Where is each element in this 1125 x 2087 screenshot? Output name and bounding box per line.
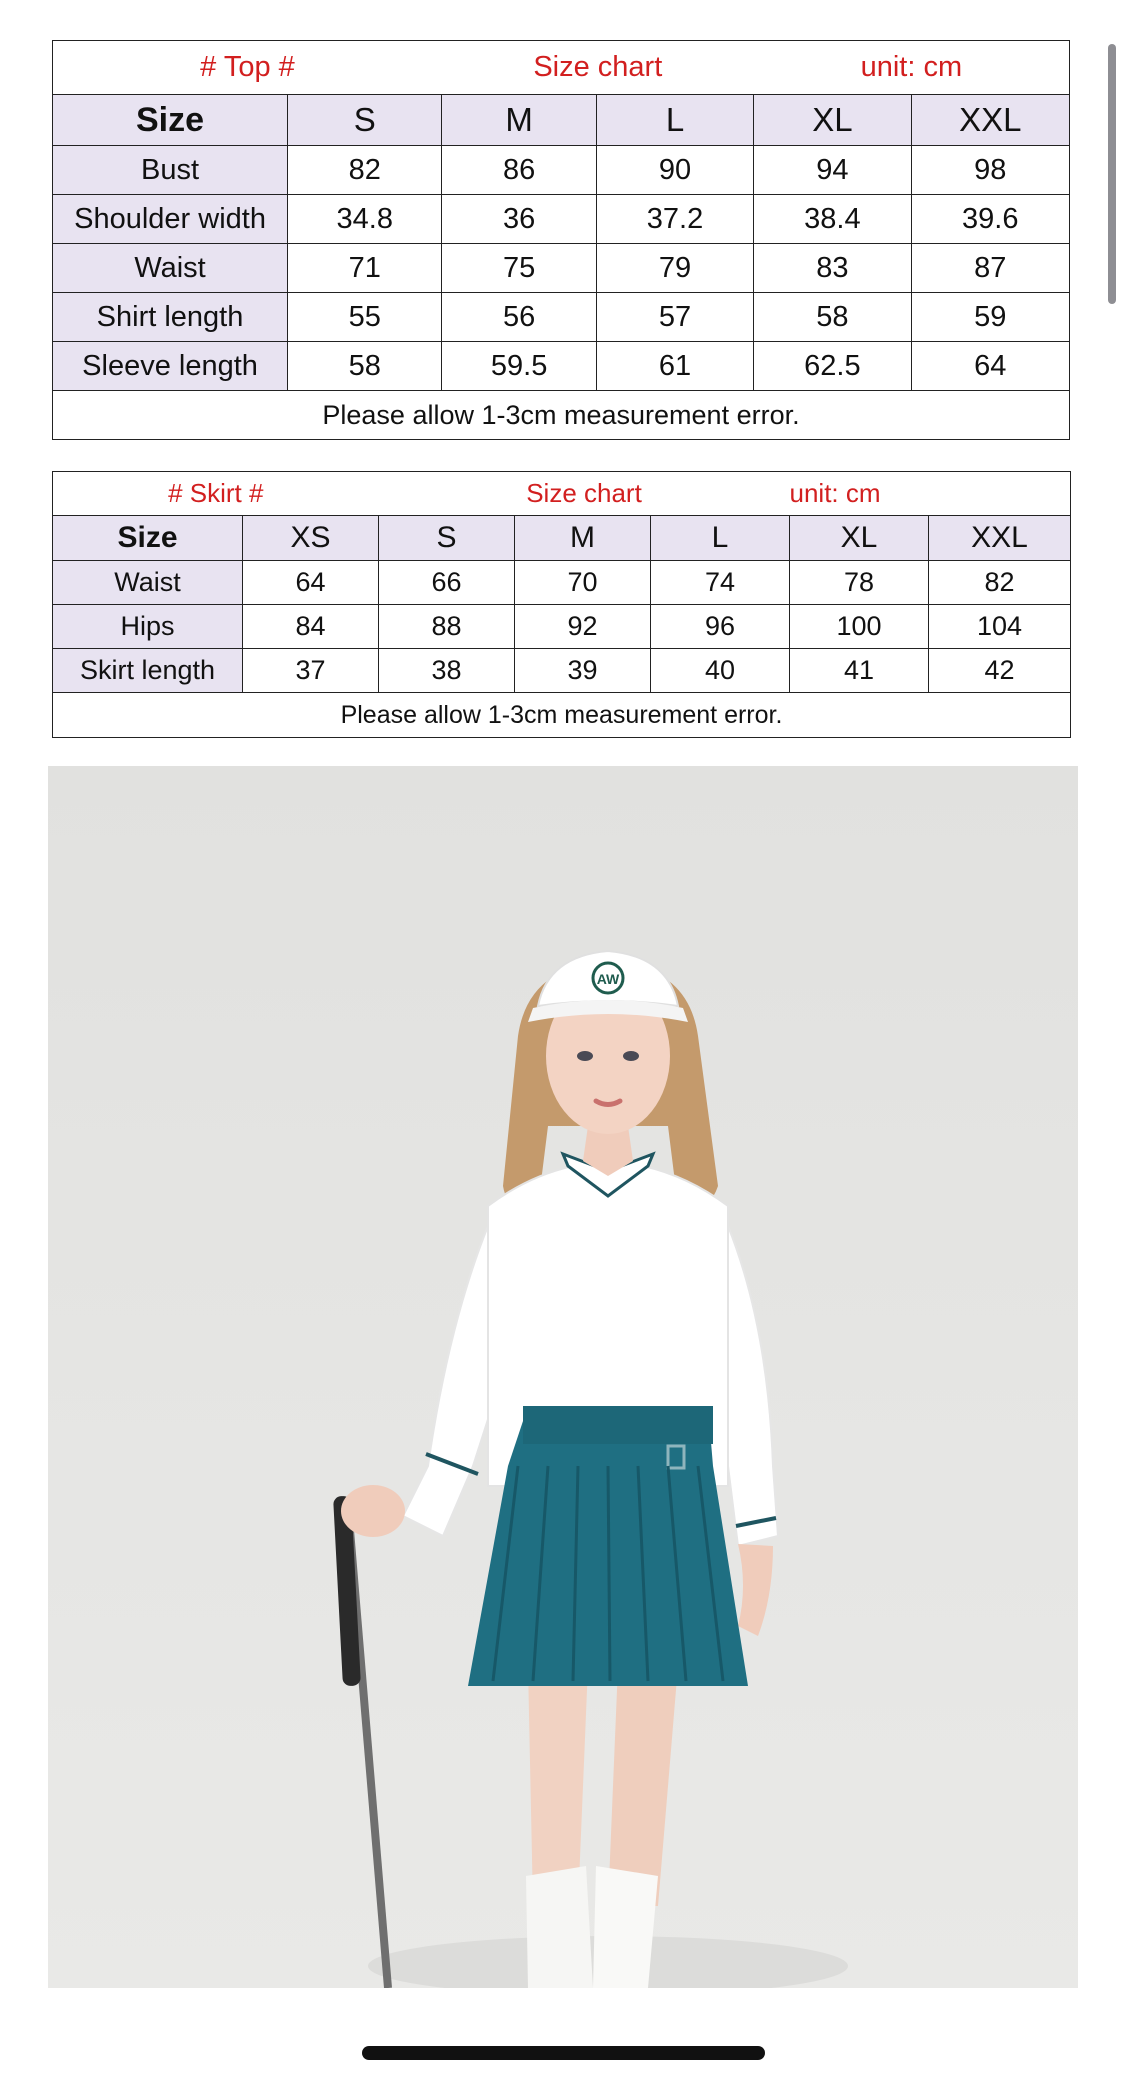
skirt-chart-note-row — [53, 693, 1071, 738]
table-cell: 66 — [379, 561, 515, 605]
top-chart-label: Size chart — [442, 41, 754, 95]
table-cell: 59.5 — [442, 342, 596, 391]
table-cell: 78 — [790, 561, 929, 605]
table-cell: 74 — [651, 561, 790, 605]
right-sock — [593, 1866, 658, 1988]
table-cell: 64 — [243, 561, 379, 605]
column-header: S — [379, 516, 515, 561]
column-header: L — [651, 516, 790, 561]
table-row — [53, 605, 1071, 649]
table-cell: 98 — [911, 146, 1069, 195]
skirt-chart-unit: unit: cm — [790, 472, 1071, 516]
home-indicator[interactable] — [362, 2046, 765, 2060]
left-sock — [526, 1866, 593, 1988]
table-cell: 90 — [596, 146, 753, 195]
table-cell: 36 — [442, 195, 596, 244]
top-chart-header-row — [53, 95, 1070, 146]
table-cell: 100 — [790, 605, 929, 649]
table-row — [53, 342, 1070, 391]
top-chart-title-row — [53, 41, 1070, 95]
table-cell: 39 — [515, 649, 651, 693]
table-cell: 83 — [754, 244, 911, 293]
table-cell: 59 — [911, 293, 1069, 342]
row-label: Waist — [53, 244, 288, 293]
table-row — [53, 649, 1071, 693]
top-chart-title: # Top # — [53, 41, 442, 95]
table-row — [53, 195, 1070, 244]
column-header: XXL — [911, 95, 1069, 146]
table-cell: 75 — [442, 244, 596, 293]
table-cell: 82 — [288, 146, 442, 195]
left-eye — [577, 1051, 593, 1061]
table-cell: 34.8 — [288, 195, 442, 244]
table-cell: 58 — [754, 293, 911, 342]
table-row — [53, 244, 1070, 293]
table-cell: 82 — [929, 561, 1071, 605]
skirt-chart-header-row — [53, 516, 1071, 561]
table-row — [53, 146, 1070, 195]
table-cell: 55 — [288, 293, 442, 342]
top-chart-unit: unit: cm — [754, 41, 1070, 95]
table-cell: 79 — [596, 244, 753, 293]
table-cell: 41 — [790, 649, 929, 693]
table-cell: 104 — [929, 605, 1071, 649]
column-header: XS — [243, 516, 379, 561]
table-cell: 86 — [442, 146, 596, 195]
model-illustration — [48, 766, 1078, 1988]
column-header: XXL — [929, 516, 1071, 561]
table-row — [53, 561, 1071, 605]
right-hand — [738, 1544, 773, 1636]
table-cell: 37.2 — [596, 195, 753, 244]
row-label: Shirt length — [53, 293, 288, 342]
top-chart-note-row — [53, 391, 1070, 440]
skirt-size-chart — [52, 471, 1071, 738]
table-row — [53, 293, 1070, 342]
table-cell: 84 — [243, 605, 379, 649]
table-cell: 39.6 — [911, 195, 1069, 244]
table-cell: 56 — [442, 293, 596, 342]
skirt-waistband — [523, 1406, 713, 1444]
row-label: Skirt length — [53, 649, 243, 693]
column-header: M — [515, 516, 651, 561]
row-label: Sleeve length — [53, 342, 288, 391]
table-cell: 37 — [243, 649, 379, 693]
skirt-chart-title-row — [53, 472, 1071, 516]
column-header: XL — [790, 516, 929, 561]
table-cell: 96 — [651, 605, 790, 649]
row-label: Shoulder width — [53, 195, 288, 244]
measurement-note: Please allow 1-3cm measurement error. — [53, 391, 1070, 440]
table-cell: 38.4 — [754, 195, 911, 244]
cap-logo-text: AW — [596, 971, 620, 987]
table-cell: 92 — [515, 605, 651, 649]
product-photo — [48, 766, 1078, 1988]
skirt-chart-label: Size chart — [379, 472, 790, 516]
column-header: M — [442, 95, 596, 146]
row-label: Bust — [53, 146, 288, 195]
table-cell: 62.5 — [754, 342, 911, 391]
table-cell: 58 — [288, 342, 442, 391]
table-cell: 40 — [651, 649, 790, 693]
left-hand — [341, 1485, 405, 1537]
table-cell: 61 — [596, 342, 753, 391]
table-cell: 94 — [754, 146, 911, 195]
column-header: XL — [754, 95, 911, 146]
table-cell: 71 — [288, 244, 442, 293]
table-cell: 42 — [929, 649, 1071, 693]
skirt-chart-title: # Skirt # — [53, 472, 379, 516]
table-cell: 38 — [379, 649, 515, 693]
column-header: L — [596, 95, 753, 146]
column-header: Size — [53, 95, 288, 146]
table-cell: 87 — [911, 244, 1069, 293]
row-label: Hips — [53, 605, 243, 649]
measurement-note: Please allow 1-3cm measurement error. — [53, 693, 1071, 738]
table-cell: 57 — [596, 293, 753, 342]
column-header: Size — [53, 516, 243, 561]
column-header: S — [288, 95, 442, 146]
row-label: Waist — [53, 561, 243, 605]
table-cell: 88 — [379, 605, 515, 649]
top-size-chart — [52, 40, 1070, 440]
table-cell: 64 — [911, 342, 1069, 391]
scrollbar[interactable] — [1108, 44, 1116, 304]
table-cell: 70 — [515, 561, 651, 605]
right-eye — [623, 1051, 639, 1061]
